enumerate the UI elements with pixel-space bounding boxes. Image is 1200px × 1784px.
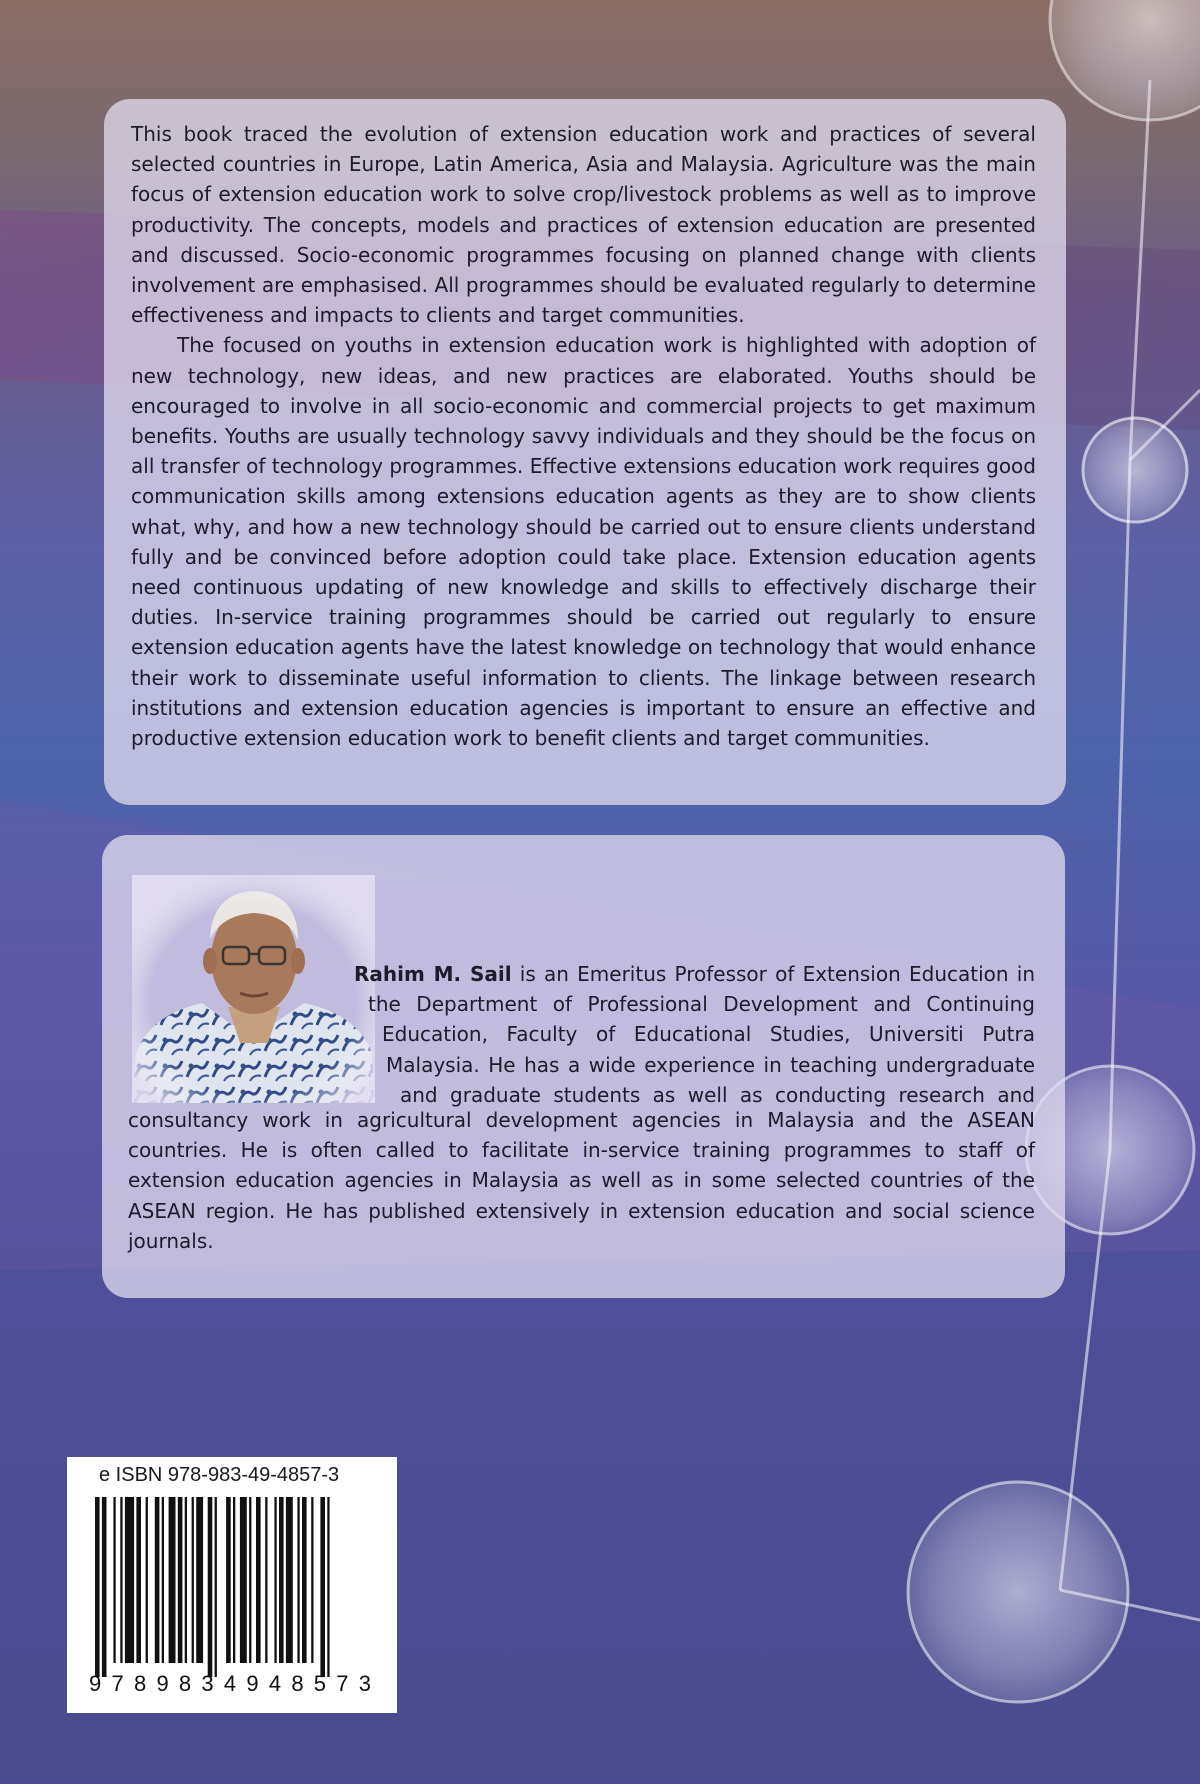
barcode-bar xyxy=(233,1497,235,1663)
barcode-image xyxy=(89,1497,383,1699)
barcode-bar xyxy=(265,1497,267,1663)
synopsis-paragraph-2: The focused on youths in extension education work is highlighted with adoption of new technology, new ideas, and new practices are elaborated. Youths should be encouraged to involve in all socio-economic and commercial projects to get maximum benefits. Youths are usually technology savvy individuals and they should be the focus on all transfer of technology programmes. Effective extensions education work requires good communication skills among extensions education agents as they are to show clients what, why, and how a new technology should be carried out to ensure clients understand fully and be convinced before adoption could take place. Extension education agents need continuous updating of new knowledge and skills to effectively discharge their duties. In-service training programmes should be carried out regularly to ensure extension education agents have the latest knowledge on technology that would enhance their work to disseminate useful information to clients. The linkage between research institutions and extension education agencies is important to ensure an effective and productive extension education work to benefit clients and target communities. xyxy=(131,333,1036,751)
barcode-bar xyxy=(240,1497,247,1663)
bio-line-4: Malaysia. He has a wide experience in teaching undergraduate xyxy=(386,1052,1035,1077)
barcode-bar xyxy=(169,1497,176,1663)
isbn-label: e ISBN 978-983-49-4857-3 xyxy=(99,1464,340,1486)
barcode-bar xyxy=(215,1497,217,1677)
barcode-box xyxy=(67,1457,397,1713)
author-name: Rahim M. Sail xyxy=(354,962,512,986)
barcode-bar xyxy=(185,1497,187,1663)
author-photo xyxy=(132,875,375,1103)
bio-line-2: the Department of Professional Development and Continuing xyxy=(368,992,1035,1017)
barcode-bar xyxy=(256,1497,261,1663)
barcode-bar xyxy=(113,1497,115,1663)
barcode-bar xyxy=(95,1497,100,1677)
barcode-bar xyxy=(162,1497,164,1663)
orb-top-right xyxy=(1050,0,1200,120)
barcode-bar xyxy=(286,1497,293,1663)
barcode-bar xyxy=(102,1497,107,1677)
barcode-bar xyxy=(146,1497,148,1663)
bio-line-3: Education, Faculty of Educational Studies, Universiti Putra xyxy=(382,1022,1035,1047)
barcode-bar xyxy=(297,1497,299,1663)
barcode-bar xyxy=(327,1497,329,1677)
barcode-bar xyxy=(274,1497,276,1663)
barcode-bar xyxy=(302,1497,307,1663)
barcode-bar xyxy=(136,1497,141,1663)
orb-middle-right xyxy=(1083,418,1187,522)
barcode-bar xyxy=(196,1497,203,1663)
orb-bottom-right xyxy=(908,1482,1128,1702)
barcode-bar xyxy=(249,1497,251,1663)
barcode-bar xyxy=(155,1497,160,1663)
author-bio-beside-photo xyxy=(354,959,1035,1110)
barcode-bar xyxy=(311,1497,313,1663)
barcode-bar xyxy=(120,1497,122,1663)
author-bio-continued: consultancy work in agricultural development agencies in Malaysia and the ASEAN countries. He is often called to facilitate in-service training programmes to staff of extension education agencies in Malaysia as well as in some selected countries of the ASEAN region. He has published extensively in extension education and social science journals. xyxy=(128,1108,1035,1253)
barcode-bar xyxy=(208,1497,213,1677)
barcode-bar xyxy=(226,1497,231,1663)
barcode-bar xyxy=(192,1497,194,1663)
barcode-bar xyxy=(125,1497,134,1663)
bio-line-1: Rahim M. Sail is an Emeritus Professor of Extension Education in xyxy=(354,962,1036,986)
barcode-bar xyxy=(178,1497,183,1663)
barcode-bar xyxy=(320,1497,325,1677)
synopsis-paragraph-1: This book traced the evolution of extension education work and practices of several selected countries in Europe, Latin America, Asia and Malaysia. Agriculture was the main focus of extension education work to solve crop/livestock problems as well as to improve productivity. The concepts, models and practices of extension education are presented and discussed. Socio-economic programmes focusing on planned change with clients involvement are emphasised. All programmes should be evaluated regularly to determine effectiveness and impacts to clients and target communities. xyxy=(131,122,1036,328)
barcode-bars xyxy=(95,1497,330,1677)
svg-text:9789834948573: 9789834948573 xyxy=(89,1671,371,1696)
synopsis-panel xyxy=(104,99,1066,805)
author-panel xyxy=(102,835,1065,1298)
barcode-bar xyxy=(279,1497,284,1663)
bio-line-5: and graduate students as well as conducting research and xyxy=(400,1082,1035,1107)
